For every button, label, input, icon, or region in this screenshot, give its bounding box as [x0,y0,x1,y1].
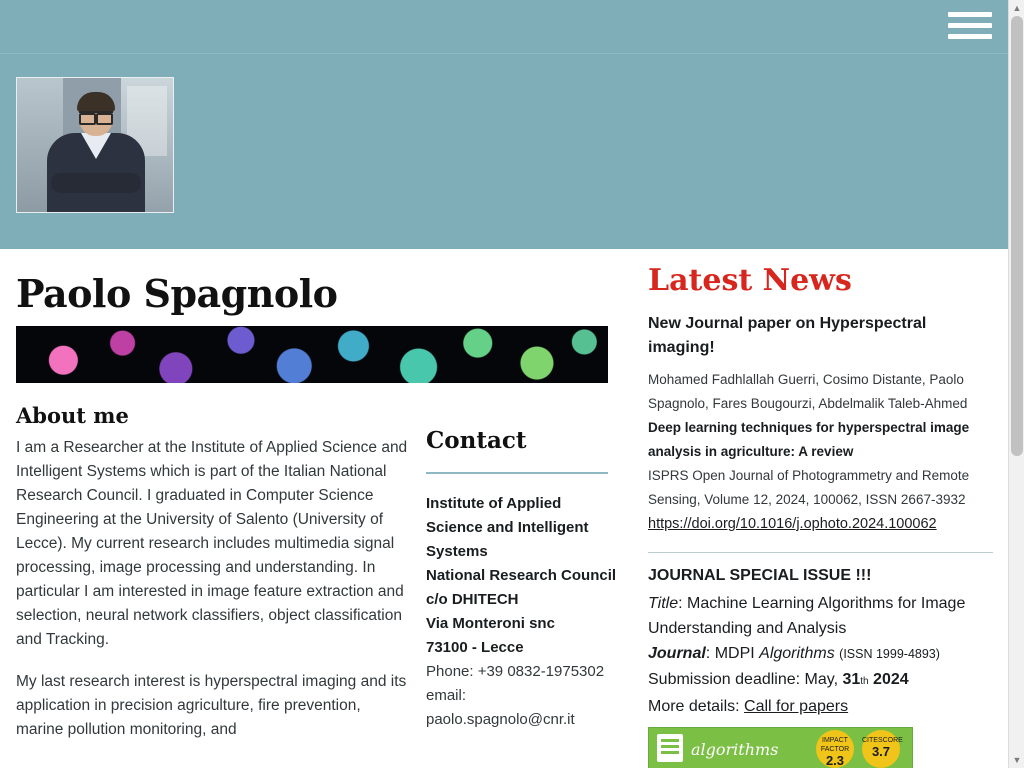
hamburger-menu-icon[interactable] [948,12,992,42]
special-issue-title-label: Title [648,595,679,612]
impact-factor-value: 2.3 [825,753,845,768]
right-column-news [648,263,993,768]
contact-institute-line-3: Systems [426,543,488,560]
news-item-1-authors: Mohamed Fadhlallah Guerri, Cosimo Distante, Paolo Spagnolo, Fares Bougourzi, Abdelmalik Taleb-Ahmed [648,372,968,411]
call-for-papers-link[interactable]: Call for papers [744,698,849,715]
scroll-down-arrow-icon[interactable]: ▼ [1009,752,1024,768]
site-header-banner [0,0,1008,249]
contact-email-label: email: [426,687,467,704]
contact-divider [426,472,608,474]
news-item-1-paper-title: Deep learning techniques for hyperspectral image analysis in agriculture: A review [648,420,970,459]
decorative-bokeh-image [16,326,608,383]
scrollbar-thumb[interactable] [1011,16,1023,456]
special-issue-journal-prefix: : MDPI [705,645,760,662]
journal-icon [657,734,683,762]
special-issue-headline: JOURNAL SPECIAL ISSUE !!! [648,567,872,584]
contact-institute-line-2: Science and Intelligent [426,519,589,536]
special-issue-journal-row [648,641,993,667]
bio-text [16,436,411,742]
journal-banner-word: algorithms [691,740,779,759]
contact-phone: Phone: +39 0832-1975302 [426,663,605,680]
contact-address-line-2: 73100 - Lecce [426,639,524,656]
bio-paragraph-2: My last research interest is hyperspectral imaging and its application in precision agriculture, fire prevention, marine pollution monitoring, and [16,673,407,738]
algorithms-journal-banner[interactable] [648,727,913,768]
citescore-value: 3.7 [871,744,891,759]
impact-factor-label: IMPACT FACTOR [820,737,850,753]
contact-email[interactable]: paolo.spagnolo@cnr.it [426,711,575,728]
special-issue-journal-label: Journal [648,645,706,662]
special-issue-deadline-row [648,667,993,694]
contact-heading: Contact [426,427,527,454]
news-divider [648,552,993,553]
page-title: Paolo Spagnolo [16,271,338,316]
about-heading: About me [16,403,129,428]
contact-institute-line-5: c/o DHITECH [426,591,519,608]
special-issue-title-value: : Machine Learning Algorithms for Image Understanding and Analysis [648,595,966,637]
special-issue-more-details-label: More details: [648,698,745,715]
special-issue-deadline-day-suffix: th [860,676,869,687]
special-issue-journal-name: Algorithms [759,645,835,662]
bio-paragraph-1: I am a Researcher at the Institute of Applied Science and Intelligent Systems which is part of the Italian National Research Council. I graduated in Computer Science Engineering at the University of Salento (University of Lecce). My current research includes multimedia signal processing, image processing and understanding. In particular I am interested in image feature extraction and selection, neural network classifiers, object classification and Tracking. [16,439,408,648]
news-item-1 [648,312,993,536]
contact-details [426,492,621,732]
news-item-1-source: ISPRS Open Journal of Photogrammetry and Remote Sensing, Volume 12, 2024, 100062, ISSN 2667-3932 [648,468,970,507]
special-issue-deadline-prefix: Submission deadline: May, [648,671,843,688]
special-issue-more-details-row [648,694,993,719]
special-issue-title-row [648,591,993,641]
citescore-label: CITESCORE [862,737,903,744]
contact-block [426,427,621,732]
vertical-scrollbar[interactable] [1008,0,1024,768]
news-item-1-doi-link[interactable]: https://doi.org/10.1016/j.ophoto.2024.100062 [648,516,937,532]
impact-factor-badge [816,730,854,768]
contact-address-line-1: Via Monteroni snc [426,615,555,632]
contact-institute-line-4: National Research Council [426,567,617,584]
special-issue-deadline-day: 31 [842,671,861,688]
special-issue-journal-issn: (ISSN 1999-4893) [839,647,940,661]
profile-portrait-image [16,77,174,213]
special-issue-deadline-year: 2024 [868,671,909,688]
scroll-up-arrow-icon[interactable]: ▲ [1009,0,1024,16]
contact-institute-line-1: Institute of Applied [426,495,562,512]
citescore-badge [862,730,903,768]
news-item-2 [648,567,993,768]
left-column [16,249,616,760]
news-item-1-headline: New Journal paper on Hyperspectral imaging! [648,315,927,356]
header-divider [0,53,1008,54]
latest-news-heading: Latest News [648,263,852,298]
